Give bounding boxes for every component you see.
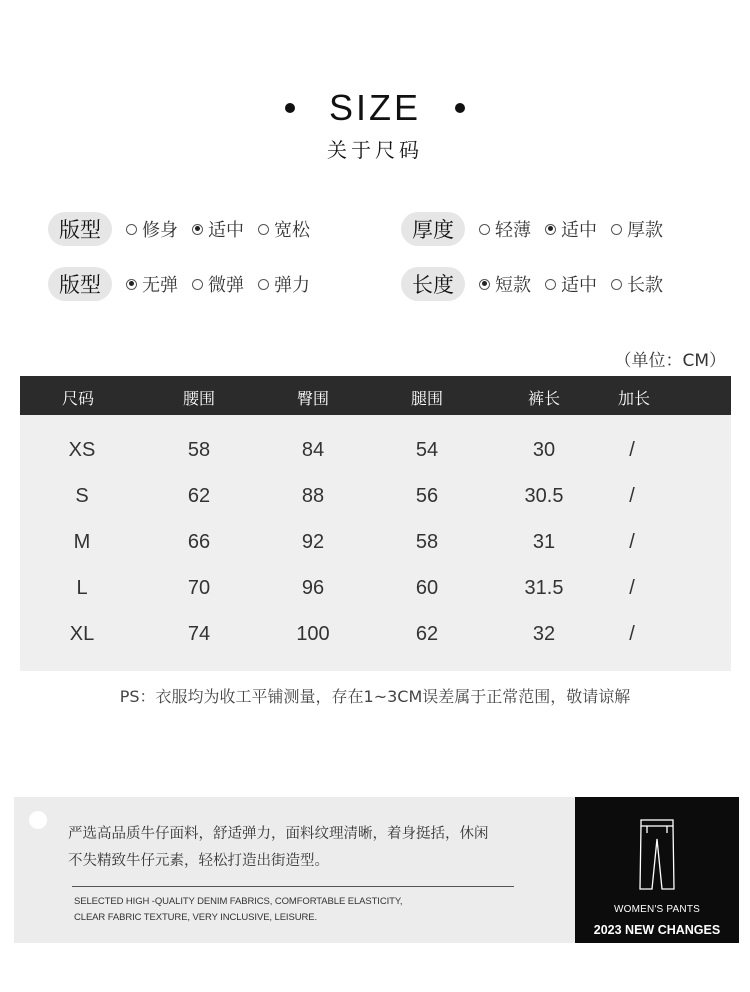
table-row <box>20 519 731 565</box>
cell-extra-length: / <box>629 623 635 645</box>
cell-size: XL <box>69 623 95 645</box>
banner-cn-line: 严选高品质牛仔面料，舒适弹力，面料纹理清晰，着身挺括，休闲 <box>68 826 489 842</box>
promo-line-2: 2023 NEW CHANGES <box>593 923 721 937</box>
measurement-note: PS：衣服均为收工平铺测量，存在1~3CM误差属于正常范围，敬请谅解 <box>119 687 631 706</box>
banner-cn-line: 不失精致牛仔元素，轻松打造出街造型。 <box>68 853 329 869</box>
table-row <box>20 565 731 611</box>
divider <box>72 886 514 887</box>
radio-icon <box>479 224 490 235</box>
cell-extra-length: / <box>629 439 635 461</box>
radio-selected-icon <box>545 224 556 235</box>
table-header <box>20 376 731 415</box>
fabric-description-banner <box>14 797 575 943</box>
attribute-label: 版型 <box>48 267 112 301</box>
cell-extra-length: / <box>629 485 635 507</box>
table-body <box>20 415 731 657</box>
radio-icon <box>545 279 556 290</box>
cell-hip: 84 <box>301 439 325 461</box>
cell-thigh: 56 <box>415 485 439 507</box>
cell-hip: 96 <box>301 577 325 599</box>
attribute-length <box>401 264 663 304</box>
cell-thigh: 58 <box>415 531 439 553</box>
table-row <box>20 611 731 657</box>
cell-extra-length: / <box>629 531 635 553</box>
cell-hip: 92 <box>301 531 325 553</box>
size-table <box>20 376 731 671</box>
cell-thigh: 54 <box>415 439 439 461</box>
cell-length: 30.5 <box>524 485 564 507</box>
radio-icon <box>258 279 269 290</box>
attribute-label: 厚度 <box>401 212 465 246</box>
header-waist: 腰围 <box>182 389 215 408</box>
header-size: 尺码 <box>61 389 94 408</box>
radio-icon <box>611 279 622 290</box>
header-thigh: 腿围 <box>410 389 443 408</box>
attribute-label: 版型 <box>48 212 112 246</box>
option-regular: 适中 <box>192 216 244 242</box>
banner-chinese-text <box>68 821 548 875</box>
cell-length: 31.5 <box>524 577 564 599</box>
attribute-thickness <box>401 209 663 249</box>
option-regular-length: 适中 <box>545 271 597 297</box>
cell-length: 32 <box>532 623 556 645</box>
cell-waist: 58 <box>187 439 211 461</box>
cell-waist: 74 <box>187 623 211 645</box>
option-thin: 轻薄 <box>479 216 531 242</box>
attribute-row <box>0 209 750 249</box>
page-title: SIZE <box>328 87 421 128</box>
attribute-fit <box>48 209 310 249</box>
cell-hip: 100 <box>296 623 330 645</box>
radio-icon <box>192 279 203 290</box>
attribute-label: 长度 <box>401 267 465 301</box>
option-short: 短款 <box>479 271 531 297</box>
promo-box <box>575 797 739 943</box>
radio-selected-icon <box>192 224 203 235</box>
promo-line-1: WOMEN'S PANTS <box>614 904 700 915</box>
bullet-dot-right <box>455 103 465 113</box>
cell-thigh: 62 <box>415 623 439 645</box>
radio-icon <box>611 224 622 235</box>
radio-icon <box>126 224 137 235</box>
pants-icon <box>639 819 675 891</box>
unit-label: （单位：CM） <box>614 351 726 371</box>
cell-size: L <box>76 577 88 599</box>
radio-selected-icon <box>126 279 137 290</box>
cell-length: 30 <box>532 439 556 461</box>
option-loose: 宽松 <box>258 216 310 242</box>
radio-selected-icon <box>479 279 490 290</box>
cell-size: M <box>73 531 91 553</box>
cell-size: XS <box>68 439 96 461</box>
option-medium: 适中 <box>545 216 597 242</box>
cell-waist: 66 <box>187 531 211 553</box>
banner-en-line: SELECTED HIGH -QUALITY DENIM FABRICS, COMFORTABLE ELASTICITY, <box>74 896 403 907</box>
header-extra-length: 加长 <box>617 389 650 408</box>
cell-waist: 70 <box>187 577 211 599</box>
table-row <box>20 473 731 519</box>
page-subtitle: 关于尺码 <box>327 138 423 162</box>
table-row <box>20 427 731 473</box>
option-stretch: 弹力 <box>258 271 310 297</box>
cell-size: S <box>75 485 89 507</box>
cell-hip: 88 <box>301 485 325 507</box>
option-slight-stretch: 微弹 <box>192 271 244 297</box>
cell-thigh: 60 <box>415 577 439 599</box>
size-header <box>0 88 750 163</box>
radio-icon <box>258 224 269 235</box>
attribute-stretch <box>48 264 310 304</box>
option-slim: 修身 <box>126 216 178 242</box>
option-no-stretch: 无弹 <box>126 271 178 297</box>
banner-english-text <box>74 894 544 926</box>
cell-extra-length: / <box>629 577 635 599</box>
header-hip: 臀围 <box>296 389 329 408</box>
option-thick: 厚款 <box>611 216 663 242</box>
cell-length: 31 <box>532 531 556 553</box>
decorative-dot <box>29 811 47 829</box>
cell-waist: 62 <box>187 485 211 507</box>
header-length: 裤长 <box>527 389 560 408</box>
banner-en-line: CLEAR FABRIC TEXTURE, VERY INCLUSIVE, LEISURE. <box>74 912 318 923</box>
option-long: 长款 <box>611 271 663 297</box>
attribute-row <box>0 264 750 304</box>
bullet-dot-left <box>285 103 295 113</box>
